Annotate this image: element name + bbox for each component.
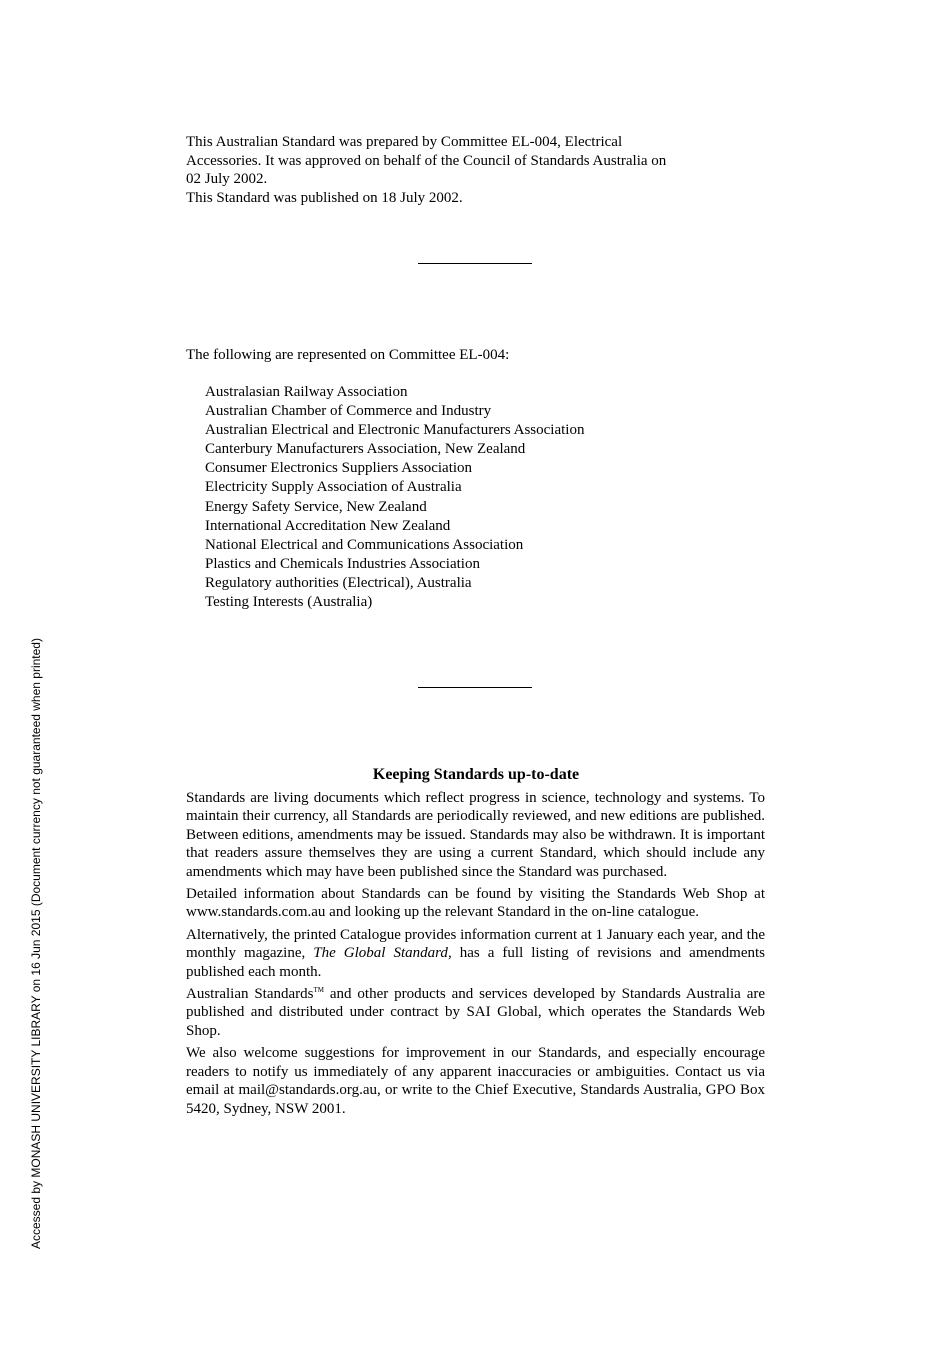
list-item: Consumer Electronics Suppliers Association xyxy=(205,460,473,477)
list-item: Plastics and Chemicals Industries Association xyxy=(205,555,480,572)
magazine-title: The Global Standard xyxy=(313,945,448,962)
list-item: International Accreditation New Zealand xyxy=(205,517,451,534)
list-item: Testing Interests (Australia) xyxy=(205,594,373,611)
section-divider xyxy=(418,263,532,264)
list-item: Energy Safety Service, New Zealand xyxy=(205,498,427,515)
list-item: Australasian Railway Association xyxy=(205,384,408,400)
list-item: Australian Electrical and Electronic Manufacturers Association xyxy=(205,422,585,439)
approval-statement xyxy=(186,133,766,207)
paragraph-suggestions: We also welcome suggestions for improvement in our Standards, and especially encourage readers to notify us immediately of any apparent inaccuracies or ambiguities. Contact us via email at mail@standards.org.au, or write to the Chief Executive, Standards Australia, GPO Box 5420, Sydney, NSW 2001. xyxy=(186,1045,765,1117)
list-item: Australian Chamber of Commerce and Industry xyxy=(205,403,492,420)
sai-text-end: and other products and services developed by Standards Australia are published and distributed under contract by SAI Global, which operates the Standards Web Shop. xyxy=(186,986,766,1039)
committee-member-list xyxy=(205,383,584,612)
approval-line-1: This Australian Standard was prepared by Committee EL-004, Electrical xyxy=(186,134,623,150)
publication-date-line: This Standard was published on 18 July 2002. xyxy=(186,189,463,206)
sai-text-start: Australian Standards xyxy=(186,986,314,1003)
committee-intro-text: The following are represented on Committee EL-004: xyxy=(186,347,510,363)
approval-line-2: Accessories. It was approved on behalf of the Council of Standards Australia on xyxy=(186,152,667,169)
catalogue-text-start: Alternatively, the printed Catalogue provides information current at 1 January each year, and the monthly magazine, xyxy=(186,926,765,962)
keeping-standards-body xyxy=(186,789,765,1122)
paragraph-living-documents: Standards are living documents which reflect progress in science, technology and systems. To maintain their currency, all Standards are periodically reviewed, and new editions are published. Between editions, amendments may be issued. Standards may also be withdrawn. It is important that readers assure themselves they are using a current Standard, which should include any amendments which may have been published since the Standard was purchased. xyxy=(186,790,765,880)
committee-intro xyxy=(186,346,766,365)
list-item: Canterbury Manufacturers Association, New Zealand xyxy=(205,441,526,458)
approval-line-3: 02 July 2002. xyxy=(186,171,268,187)
keeping-standards-heading: Keeping Standards up-to-date xyxy=(372,766,580,783)
list-item: Regulatory authorities (Electrical), Australia xyxy=(205,574,472,591)
access-watermark: Accessed by MONASH UNIVERSITY LIBRARY on 16 Jun 2015 (Document currency not guaranteed when printed) xyxy=(29,638,43,1249)
list-item: National Electrical and Communications Association xyxy=(205,536,524,553)
paragraph-catalogue xyxy=(186,926,765,981)
catalogue-text-end: , has a full listing of revisions and amendments published each month. xyxy=(186,945,765,980)
trademark-mark: TM xyxy=(313,986,325,995)
paragraph-sai-global xyxy=(186,985,765,1040)
section-divider xyxy=(418,687,532,688)
list-item: Electricity Supply Association of Australia xyxy=(205,479,462,496)
paragraph-web-shop: Detailed information about Standards can be found by visiting the Standards Web Shop at www.standards.com.au and looking up the relevant Standard in the on-line catalogue. xyxy=(186,886,765,921)
